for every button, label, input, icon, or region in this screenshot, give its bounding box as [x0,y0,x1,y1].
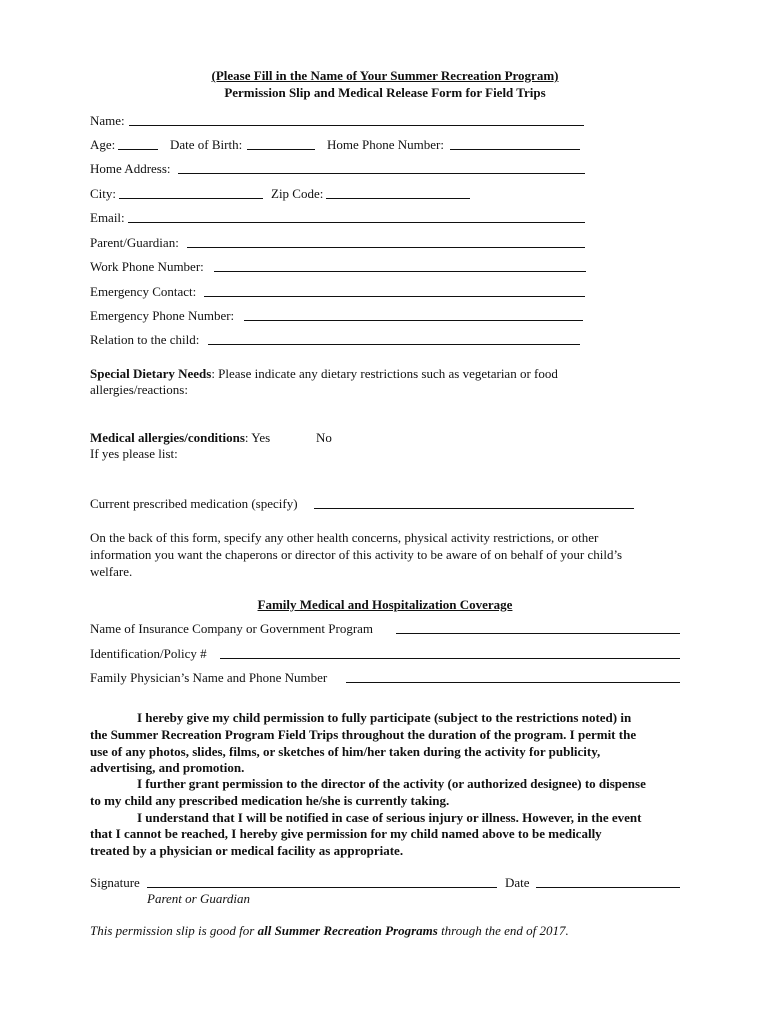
insurance-label: Name of Insurance Company or Government Program [90,621,374,636]
medical-line [90,430,270,446]
relation-label: Relation to the child: [90,332,200,347]
signature-caption: Parent or Guardian [147,891,251,906]
dob-label: Date of Birth: [170,137,243,152]
work-phone-label: Work Phone Number: [90,259,204,274]
medical-list-label: If yes please list: [90,446,178,461]
back-note-line-2: information you want the chaperons or director of this activity to be aware of on behalf of your child’s [90,547,623,562]
back-note-line-1: On the back of this form, specify any other health concerns, physical activity restrictions, or other [90,530,599,545]
consent-p1-line-3: use of any photos, slides, films, or sketches of him/her taken during the activity for publicity, [90,744,601,759]
consent-p1-line-4: advertising, and promotion. [90,760,245,775]
home-address-label: Home Address: [90,161,171,176]
date-field[interactable] [536,887,680,888]
emergency-contact-label: Emergency Contact: [90,284,197,299]
medical-yes-option[interactable]: : Yes [244,430,271,445]
name-field[interactable] [129,125,584,126]
email-field[interactable] [128,222,585,223]
medication-label: Current prescribed medication (specify) [90,496,298,511]
emergency-phone-field[interactable] [244,320,583,321]
dietary-line-2: allergies/reactions: [90,382,188,397]
consent-p1-line-2: the Summer Recreation Program Field Trips throughout the duration of the program. I permit the [90,727,637,742]
signature-field[interactable] [147,887,497,888]
medical-no-option[interactable]: No [316,430,332,445]
back-note-line-3: welfare. [90,564,133,579]
zip-label: Zip Code: [271,186,324,201]
parent-field[interactable] [187,247,585,248]
form-title: Permission Slip and Medical Release Form for Field Trips [224,85,546,100]
footer-bold: all Summer Recreation Programs [257,923,438,938]
consent-p2-line-2: to my child any prescribed medication he/she is currently taking. [90,793,450,808]
home-phone-field[interactable] [450,149,580,150]
home-address-field[interactable] [178,173,585,174]
parent-label: Parent/Guardian: [90,235,179,250]
date-label: Date [505,875,530,890]
work-phone-field[interactable] [214,271,586,272]
email-label: Email: [90,210,125,225]
age-label: Age: [90,137,116,152]
dietary-label: Special Dietary Needs [90,366,212,381]
zip-field[interactable] [326,198,470,199]
dietary-line-1 [90,366,558,382]
emergency-contact-field[interactable] [204,296,585,297]
medical-label: Medical allergies/conditions [90,430,245,445]
city-label: City: [90,186,117,201]
consent-p3-line-3: treated by a physician or medical facility as appropriate. [90,843,404,858]
footer-post: through the end of 2017. [437,923,569,938]
footer-note [90,923,569,939]
footer-pre: This permission slip is good for [90,923,258,938]
physician-label: Family Physician’s Name and Phone Number [90,670,328,685]
policy-label: Identification/Policy # [90,646,207,661]
coverage-title: Family Medical and Hospitalization Coverage [257,597,513,612]
physician-field[interactable] [346,682,680,683]
consent-p2-line-1: I further grant permission to the director of the activity (or authorized designee) to dispense [137,776,646,791]
consent-p1-line-1: I hereby give my child permission to fully participate (subject to the restrictions noted) in [137,710,632,725]
home-phone-label: Home Phone Number: [327,137,444,152]
medication-field[interactable] [314,508,634,509]
relation-field[interactable] [208,344,580,345]
signature-label: Signature [90,875,140,890]
city-field[interactable] [119,198,263,199]
age-field[interactable] [118,149,158,150]
emergency-phone-label: Emergency Phone Number: [90,308,235,323]
policy-field[interactable] [220,658,680,659]
dob-field[interactable] [247,149,315,150]
program-name-heading: (Please Fill in the Name of Your Summer Recreation Program) [211,68,559,83]
consent-p3-line-1: I understand that I will be notified in case of serious injury or illness. However, in the event [137,810,642,825]
dietary-text: : Please indicate any dietary restrictions such as vegetarian or food [211,366,558,381]
name-label: Name: [90,113,125,128]
consent-p3-line-2: that I cannot be reached, I hereby give permission for my child named above to be medically [90,826,602,841]
insurance-field[interactable] [396,633,680,634]
